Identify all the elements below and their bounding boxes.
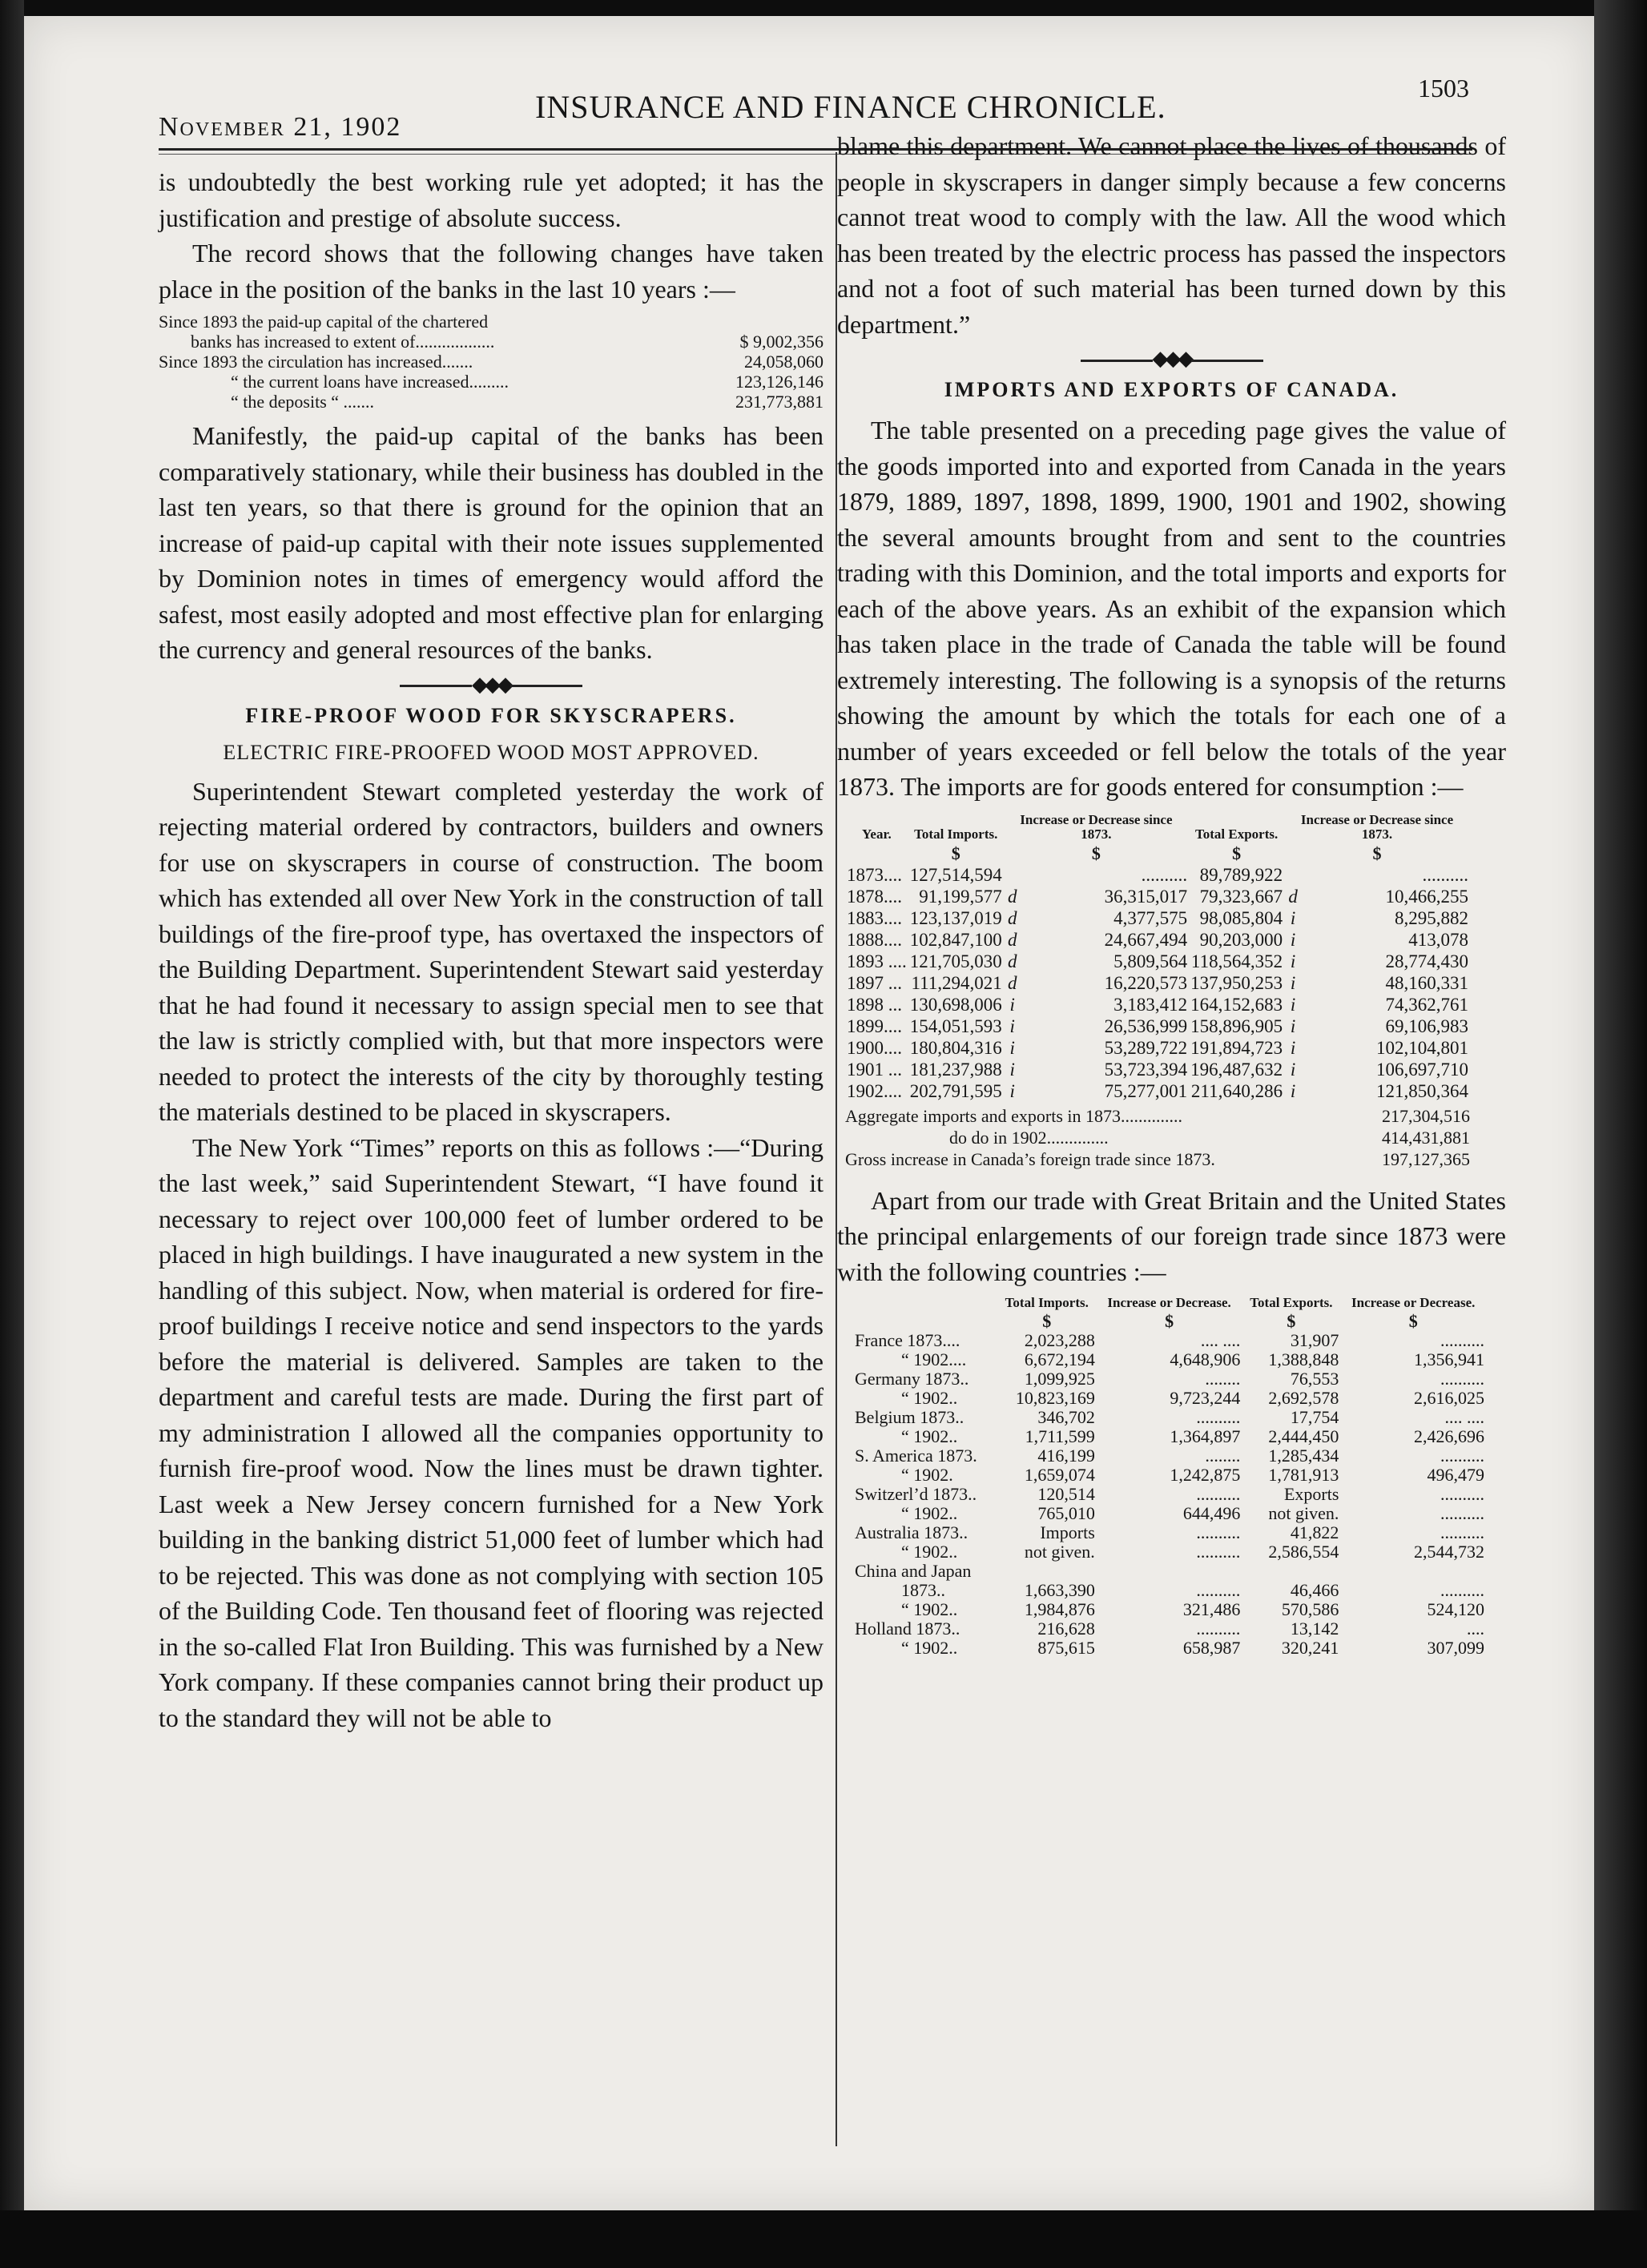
table-cell-inc2: 1,356,941 <box>1414 1349 1484 1369</box>
table-cell-imports: 875,615 <box>1037 1638 1095 1658</box>
bank-change-row: Since 1893 the paid-up capital of the chartered <box>159 312 489 332</box>
table-cell-year: 1878.... <box>847 886 902 907</box>
table-row <box>845 951 1470 972</box>
table-cell-flag2 <box>1284 864 1302 886</box>
table-cell-inc1: 9,723,244 <box>1170 1388 1241 1408</box>
table-cell-country: Holland 1873.. <box>855 1619 960 1639</box>
table-cell-inc1 <box>1097 1562 1242 1581</box>
dollar-sign: $ <box>1287 1311 1296 1331</box>
table-cell-exports: 137,950,253 <box>1190 972 1283 993</box>
table-row <box>845 929 1470 951</box>
currency-row <box>845 843 1470 864</box>
table-cell-exports: 89,789,922 <box>1199 864 1283 885</box>
table-cell-flag1 <box>1004 864 1021 886</box>
table-cell-exports: 191,894,723 <box>1190 1037 1283 1058</box>
table-cell-flag2: i <box>1290 929 1296 950</box>
table-cell-flag1: i <box>1009 1037 1015 1058</box>
column-header: Total Imports. <box>1005 1295 1089 1310</box>
dollar-sign: $ <box>951 842 960 863</box>
right-column <box>837 128 1506 1658</box>
table-cell-imports: 1,099,925 <box>1024 1369 1095 1389</box>
table-cell-country: “ 1902. <box>901 1465 953 1485</box>
currency-row <box>853 1312 1486 1331</box>
table-cell-inc2: .......... <box>1440 1446 1484 1466</box>
table-cell-inc2: 524,120 <box>1427 1599 1484 1619</box>
aggregate-row: Aggregate imports and exports in 1873.............. 217,304,516 <box>845 1105 1470 1126</box>
table-cell-change2: 69,106,983 <box>1385 1015 1468 1036</box>
fireproof-section-title: FIRE-PROOF WOOD FOR SKYSCRAPERS. <box>245 703 737 727</box>
column-header: Increase or Decrease. <box>1107 1295 1231 1310</box>
imports-exports-section-title: IMPORTS AND EXPORTS OF CANADA. <box>944 378 1399 401</box>
table-cell-year: 1883.... <box>847 907 902 928</box>
table-cell-inc2: 2,426,696 <box>1414 1426 1484 1446</box>
table-cell-year: 1900.... <box>847 1037 902 1058</box>
table-row <box>853 1350 1486 1369</box>
dollar-sign: $ <box>1091 842 1101 863</box>
table-cell-country: Germany 1873.. <box>855 1369 969 1389</box>
table-cell-change1: 53,723,394 <box>1104 1059 1188 1080</box>
table-cell-change1: 36,315,017 <box>1104 886 1188 907</box>
table-cell-inc1: .......... <box>1196 1580 1241 1600</box>
table-cell-year: 1897 ... <box>847 972 902 993</box>
table-cell-year: 1898 ... <box>847 994 902 1015</box>
table-row <box>853 1600 1486 1619</box>
table-cell-inc1: 644,496 <box>1182 1503 1241 1523</box>
table-cell-flag2: i <box>1290 1037 1296 1058</box>
table-cell-country: “ 1902.. <box>901 1542 958 1562</box>
bank-change-row: banks has increased to extent of.................. $ 9,002,356 <box>191 332 824 352</box>
table-cell-imports: 1,663,390 <box>1024 1580 1095 1600</box>
table-row <box>845 1015 1470 1037</box>
table-cell-inc1: .......... <box>1196 1542 1241 1562</box>
column-header: Increase or Decrease since 1873. <box>1300 811 1454 842</box>
dollar-sign: $ <box>1408 1311 1418 1331</box>
table-cell-exports: 2,444,450 <box>1268 1426 1339 1446</box>
table-cell-imports: 416,199 <box>1037 1446 1095 1466</box>
table-cell-year: 1902.... <box>847 1080 902 1101</box>
table-cell-flag1: d <box>1008 929 1017 950</box>
table-row <box>853 1619 1486 1639</box>
table-row <box>853 1331 1486 1350</box>
table-cell-inc2: .......... <box>1440 1484 1484 1504</box>
table-cell-flag2: i <box>1290 1080 1296 1101</box>
table-cell-exports: 118,564,352 <box>1190 951 1283 971</box>
table-cell-inc1: .... .... <box>1200 1330 1241 1350</box>
table-cell-imports: 127,514,594 <box>909 864 1002 885</box>
table-cell-change2: 28,774,430 <box>1385 951 1468 971</box>
table-cell-inc2 <box>1340 1562 1486 1581</box>
aggregate-row: Gross increase in Canada’s foreign trade since 1873. 197,127,365 <box>845 1148 1470 1169</box>
table-cell-flag2: i <box>1290 907 1296 928</box>
table-cell-change2: 48,160,331 <box>1385 972 1468 993</box>
canada-trade-table-body <box>845 864 1470 1102</box>
table-cell-inc1: .......... <box>1196 1407 1241 1427</box>
table-cell-change1: .......... <box>1141 864 1188 885</box>
canada-trade-table <box>845 811 1470 1102</box>
dollar-sign: $ <box>1372 842 1382 863</box>
table-cell-year: 1873.... <box>847 864 902 885</box>
table-cell-imports: 216,628 <box>1037 1619 1095 1639</box>
table-cell-flag1: d <box>1008 972 1017 993</box>
table-cell-imports: 10,823,169 <box>1015 1388 1095 1408</box>
table-cell-exports: 1,285,434 <box>1268 1446 1339 1466</box>
left-paragraph-5: The New York “Times” reports on this as follows :—“During the last week,” said Superintendent Stewart, “I have found it necessary to reject over 100,000 feet of lumber ordered to be placed in high buildings. I have inaugurated a new system in the handling of this subject. Now, when material is ordered for fire-proof buildings I receive notice and send inspectors to the yards before the material is delivered. Samples are taken to the department and careful tests are made. During the first part of my administration I allowed all the companies opportunity to furnish fire-proof wood. Now the lines must be drawn tighter. Last week a New Jersey concern furnished for a New York building in the banking district 51,000 feet of lumber which had to be rejected. This was done as not complying with section 105 of the Building Code. Ten thousand feet of flooring was rejected in the so-called Flat Iron Building. This was furnished by a New York company. If these companies cannot bring their product up to the standard they will not be able to <box>159 1132 824 1732</box>
table-cell-country: “ 1902.. <box>901 1638 958 1658</box>
table-cell-inc1: 658,987 <box>1182 1638 1241 1658</box>
table-cell-country: “ 1902.... <box>901 1349 967 1369</box>
table-cell-inc1: 4,648,906 <box>1170 1349 1241 1369</box>
table-cell-change2: 413,078 <box>1408 929 1468 950</box>
table-row <box>853 1369 1486 1389</box>
table-cell-exports: Exports <box>1283 1484 1339 1504</box>
table-cell-imports: 765,010 <box>1037 1503 1095 1523</box>
table-cell-imports: 123,137,019 <box>909 907 1002 928</box>
table-cell-exports: 46,466 <box>1290 1580 1339 1600</box>
table-row <box>853 1542 1486 1562</box>
table-cell-change2: 74,362,761 <box>1385 994 1468 1015</box>
table-cell-imports: 120,514 <box>1037 1484 1095 1504</box>
table-cell-country: China and Japan <box>855 1561 972 1581</box>
table-cell-change1: 4,377,575 <box>1113 907 1188 928</box>
table-cell-inc1: .......... <box>1196 1619 1241 1639</box>
table-cell-imports: 202,791,595 <box>909 1080 1002 1101</box>
table-cell-flag1: d <box>1008 886 1017 907</box>
table-cell-imports: 1,659,074 <box>1024 1465 1095 1485</box>
table-cell-inc2: .......... <box>1440 1503 1484 1523</box>
table-cell-inc2: 496,479 <box>1427 1465 1484 1485</box>
column-header: Year. <box>862 826 892 842</box>
table-row <box>853 1504 1486 1523</box>
table-cell-imports: 180,804,316 <box>909 1037 1002 1058</box>
table-row <box>853 1639 1486 1658</box>
table-cell-change1: 5,809,564 <box>1113 951 1188 971</box>
table-cell-exports: 90,203,000 <box>1199 929 1283 950</box>
dollar-sign: $ <box>1042 1311 1052 1331</box>
column-header: Increase or Decrease. <box>1351 1295 1476 1310</box>
table-cell-inc2: .......... <box>1440 1580 1484 1600</box>
table-cell-flag1: i <box>1009 1059 1015 1080</box>
table-row <box>853 1562 1486 1581</box>
table-cell-flag1: i <box>1009 1015 1015 1036</box>
page-number: 1503 <box>1418 74 1469 103</box>
table-cell-inc2: .......... <box>1440 1522 1484 1542</box>
left-column <box>159 164 824 1735</box>
section-ornament: ◆◆◆ <box>837 347 1506 371</box>
country-trade-table <box>853 1294 1486 1658</box>
table-cell-exports: 2,692,578 <box>1268 1388 1339 1408</box>
table-cell-flag1: d <box>1008 951 1017 971</box>
table-cell-change1: 3,183,412 <box>1113 994 1188 1015</box>
table-cell-year: 1901 ... <box>847 1059 902 1080</box>
table-row <box>853 1408 1486 1427</box>
table-cell-flag1: d <box>1008 907 1017 928</box>
issue-date: November 21, 1902 <box>159 112 402 142</box>
aggregate-totals <box>845 1105 1470 1170</box>
table-cell-imports: not given. <box>1024 1542 1095 1562</box>
table-row <box>853 1466 1486 1485</box>
table-cell-imports: 1,984,876 <box>1024 1599 1095 1619</box>
bank-change-row: “ the current loans have increased......... 123,126,146 <box>231 372 824 392</box>
publication-title: INSURANCE AND FINANCE CHRONICLE. <box>535 89 1166 125</box>
table-cell-inc1: ........ <box>1205 1446 1241 1466</box>
table-cell-exports: 1,781,913 <box>1268 1465 1339 1485</box>
table-cell-inc2: .... .... <box>1444 1407 1484 1427</box>
country-trade-table-body <box>853 1331 1486 1658</box>
table-row <box>845 886 1470 907</box>
table-row <box>853 1427 1486 1446</box>
table-cell-change2: 121,850,364 <box>1376 1080 1468 1101</box>
table-cell-inc2: 2,616,025 <box>1414 1388 1484 1408</box>
table-cell-imports: 181,237,988 <box>909 1059 1002 1080</box>
table-cell-exports <box>1242 1562 1340 1581</box>
right-paragraph-1: blame this department. We cannot place the lives of thousands of people in skyscrapers in danger simply because a few concerns cannot treat wood to comply with the law. All the wood which has been treated by the electric process has passed the inspectors and not a foot of such material has been turned down by this department.” <box>837 131 1506 339</box>
table-cell-exports: 79,323,667 <box>1199 886 1283 907</box>
table-cell-change2: 10,466,255 <box>1385 886 1468 907</box>
aggregate-row: do do in 1902.............. 414,431,881 <box>949 1127 1470 1148</box>
table-row <box>845 972 1470 994</box>
table-cell-flag1: i <box>1009 994 1015 1015</box>
table-cell-exports: 13,142 <box>1290 1619 1339 1639</box>
left-paragraph-2: The record shows that the following changes have taken place in the position of the banks in the last 10 years :— <box>159 239 824 304</box>
table-cell-imports: 121,705,030 <box>909 951 1002 971</box>
table-row <box>853 1446 1486 1466</box>
table-header-row <box>853 1294 1486 1312</box>
table-cell-exports: 211,640,286 <box>1190 1080 1283 1101</box>
table-cell-exports: not given. <box>1268 1503 1339 1523</box>
table-cell-exports: 2,586,554 <box>1268 1542 1339 1562</box>
table-cell-inc1: 321,486 <box>1182 1599 1241 1619</box>
table-cell-imports: 91,199,577 <box>919 886 1002 907</box>
table-row <box>845 864 1470 886</box>
scan-left-edge <box>0 0 24 2268</box>
table-cell-exports: 320,241 <box>1281 1638 1339 1658</box>
table-cell-imports: Imports <box>1040 1522 1095 1542</box>
table-cell-change2: 102,104,801 <box>1376 1037 1468 1058</box>
table-cell-exports: 17,754 <box>1290 1407 1339 1427</box>
scan-bottom-edge <box>0 2210 1647 2268</box>
table-cell-country: Switzerl’d 1873.. <box>855 1484 977 1504</box>
table-row <box>845 907 1470 929</box>
table-cell-inc2: .......... <box>1440 1330 1484 1350</box>
table-header-row <box>845 811 1470 843</box>
table-cell-inc1: ........ <box>1205 1369 1241 1389</box>
table-row <box>853 1581 1486 1600</box>
table-cell-change1: 75,277,001 <box>1104 1080 1188 1101</box>
table-cell-inc1: .......... <box>1196 1522 1241 1542</box>
table-row <box>845 1080 1470 1102</box>
left-paragraph-4: Superintendent Stewart completed yesterday the work of rejecting material ordered by contractors, builders and owners for use on skyscrapers in course of construction. The boom which has extended all over New York in the construction of tall buildings of the fire-proof type, has overtaxed the inspectors of the Building Department. Superintendent Stewart said yesterday that he had found it necessary to assign special men to see that the law is strictly complied with, but that more inspectors were needed to protect the interests of the city by thoroughly testing the materials destined to be placed in skyscrapers. <box>159 776 824 1126</box>
bank-change-row: Since 1893 the circulation has increased....... 24,058,060 <box>159 352 824 372</box>
left-paragraph-1: is undoubtedly the best working rule yet adopted; it has the justification and prestige of absolute success. <box>159 167 824 232</box>
table-cell-imports: 1,711,599 <box>1025 1426 1095 1446</box>
table-cell-exports: 196,487,632 <box>1190 1059 1283 1080</box>
table-cell-imports: 130,698,006 <box>909 994 1002 1015</box>
table-row <box>845 994 1470 1015</box>
column-header: Total Exports. <box>1194 826 1279 842</box>
table-cell-flag2: i <box>1290 1015 1296 1036</box>
table-row <box>845 1059 1470 1080</box>
table-cell-country: “ 1902.. <box>901 1503 958 1523</box>
table-cell-inc2: 307,099 <box>1427 1638 1484 1658</box>
table-cell-inc2: .......... <box>1440 1369 1484 1389</box>
table-cell-exports: 1,388,848 <box>1268 1349 1339 1369</box>
left-paragraph-3: Manifestly, the paid-up capital of the banks has been comparatively stationary, while their business has doubled in the last ten years, so that there is ground for the opinion that an increase of paid-up capital with their note issues supplemented by Dominion notes in times of emergency would afford the safest, most easily adopted and most effective plan for enlarging the currency and general resources of the banks. <box>159 421 824 664</box>
section-ornament: ◆◆◆ <box>159 673 824 697</box>
table-cell-exports: 570,586 <box>1281 1599 1339 1619</box>
bank-changes-list <box>159 312 824 412</box>
table-cell-change2: .......... <box>1422 864 1468 885</box>
table-cell-exports: 76,553 <box>1290 1369 1339 1389</box>
table-cell-exports: 98,085,804 <box>1199 907 1283 928</box>
table-cell-inc2: 2,544,732 <box>1414 1542 1484 1562</box>
table-cell-imports: 346,702 <box>1037 1407 1095 1427</box>
table-cell-exports: 31,907 <box>1290 1330 1339 1350</box>
dollar-sign: $ <box>1165 1311 1174 1331</box>
table-cell-change1: 53,289,722 <box>1104 1037 1188 1058</box>
table-row <box>853 1389 1486 1408</box>
table-cell-imports: 6,672,194 <box>1024 1349 1095 1369</box>
table-cell-country: “ 1902.. <box>901 1426 958 1446</box>
table-cell-imports <box>997 1562 1097 1581</box>
table-cell-exports: 158,896,905 <box>1190 1015 1283 1036</box>
table-cell-year: 1899.... <box>847 1015 902 1036</box>
column-header: Total Exports. <box>1250 1295 1333 1310</box>
table-cell-flag2: i <box>1290 972 1296 993</box>
table-cell-exports: 41,822 <box>1290 1522 1339 1542</box>
column-header: Total Imports. <box>914 826 998 842</box>
table-cell-exports: 164,152,683 <box>1190 994 1283 1015</box>
bank-change-row: “ the deposits “ ....... 231,773,881 <box>231 392 824 412</box>
table-cell-country: “ 1902.. <box>901 1599 958 1619</box>
fireproof-subtitle: ELECTRIC FIRE-PROOFED WOOD MOST APPROVED. <box>223 740 759 764</box>
table-row <box>853 1485 1486 1504</box>
table-cell-flag2: i <box>1290 951 1296 971</box>
table-cell-imports: 154,051,593 <box>909 1015 1002 1036</box>
table-cell-imports: 2,023,288 <box>1024 1330 1095 1350</box>
table-cell-year: 1893 .... <box>847 951 907 971</box>
table-cell-country: S. America 1873. <box>855 1446 977 1466</box>
table-cell-country: “ 1902.. <box>901 1388 958 1408</box>
table-cell-change2: 8,295,882 <box>1395 907 1468 928</box>
table-cell-country: Australia 1873.. <box>855 1522 968 1542</box>
column-header <box>853 1294 997 1312</box>
right-paragraph-3: Apart from our trade with Great Britain and the United States the principal enlargements of our foreign trade since 1873 were with the following countries :— <box>837 1185 1506 1286</box>
table-cell-flag2: i <box>1290 1059 1296 1080</box>
table-cell-inc1: 1,364,897 <box>1170 1426 1241 1446</box>
table-cell-inc2: .... <box>1467 1619 1484 1639</box>
table-cell-change1: 16,220,573 <box>1104 972 1188 993</box>
table-row <box>845 1037 1470 1059</box>
table-cell-change2: 106,697,710 <box>1376 1059 1468 1080</box>
column-header: Increase or Decrease since 1873. <box>1020 811 1173 842</box>
right-paragraph-2: The table presented on a preceding page gives the value of the goods imported into and exported from Canada in the years 1879, 1889, 1897, 1898, 1899, 1900, 1901 and 1902, showing the several amounts brought from and sent to the countries trading with this Dominion, and the total imports and exports for each of the above years. As an exhibit of the expansion which has taken place in the trade of Canada the table will be found extremely interesting. The following is a synopsis of the returns showing the amount by which the totals for each one of a number of years exceeded or fell below the totals of the year 1873. The imports are for goods entered for consumption :— <box>837 416 1506 801</box>
table-cell-imports: 102,847,100 <box>909 929 1002 950</box>
table-cell-country: France 1873.... <box>855 1330 960 1350</box>
table-cell-country: Belgium 1873.. <box>855 1407 964 1427</box>
table-cell-flag2: i <box>1290 994 1296 1015</box>
table-row <box>853 1523 1486 1542</box>
table-cell-country: 1873.. <box>901 1580 945 1600</box>
table-cell-inc1: 1,242,875 <box>1170 1465 1241 1485</box>
dollar-sign: $ <box>1232 842 1242 863</box>
table-cell-imports: 111,294,021 <box>911 972 1002 993</box>
table-cell-flag1: i <box>1009 1080 1015 1101</box>
table-cell-year: 1888.... <box>847 929 902 950</box>
table-cell-flag2: d <box>1288 886 1298 907</box>
table-cell-change1: 24,667,494 <box>1104 929 1188 950</box>
scan-binding-shadow <box>1594 0 1647 2268</box>
table-cell-change1: 26,536,999 <box>1104 1015 1188 1036</box>
table-cell-inc1: .......... <box>1196 1484 1241 1504</box>
